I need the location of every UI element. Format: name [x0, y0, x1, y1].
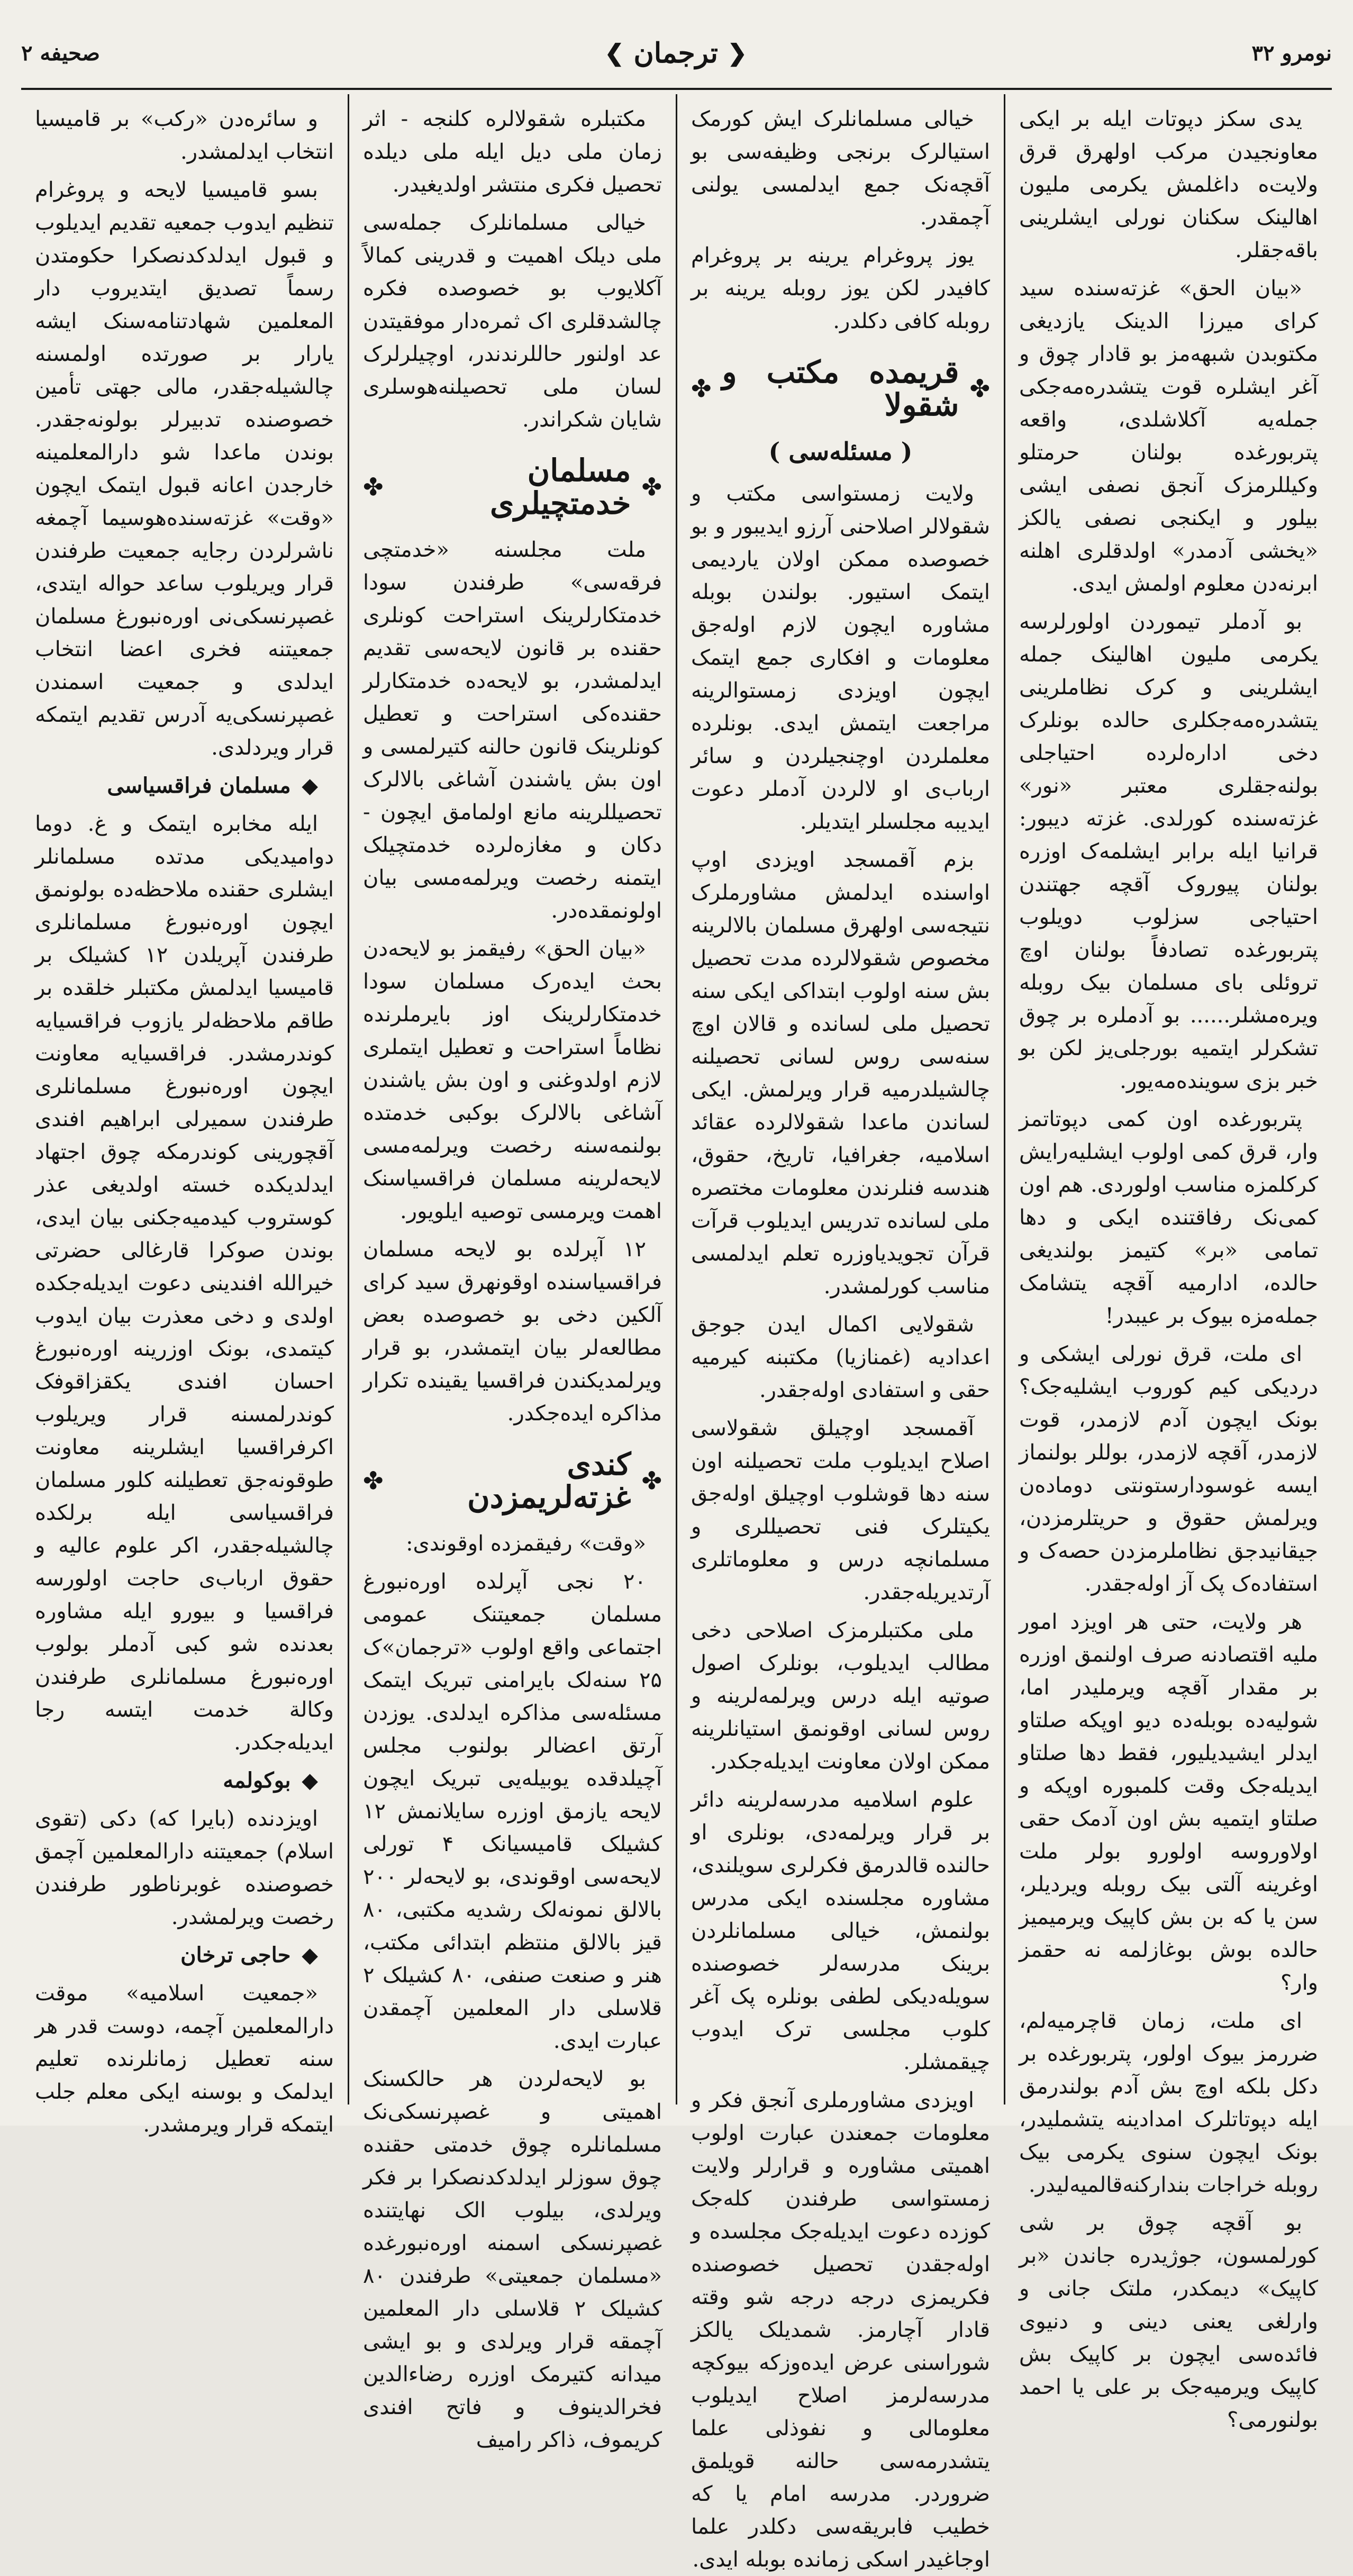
- paragraph: ای ملت، زمان قاچرمیه‌لم، ضررمز بیوک اولور، پتربورغده بر دکل بلکه اوچ بش آدم بولندرمق ایله دپوتاتلرک امدادینه یتشملیدر، بونک ایچون سنوی یکرمی بیک روبله خراجات بنداركنه‌قالمیه‌لیدر.: [1019, 2009, 1318, 2197]
- paragraph: بسو قامیسیا لایحه و پروغرام تنظیم ایدوب جمعیه تقدیم ایدیلوب و قبول ایدلدکدنصکرا حکومتدن رسماً تصدیق ایتدیروب دار المعلمین شهادتنامه‌سنک ایشه یارار بر صورتده اولمسنه چالشیله‌جقدر، مالی جهتی تأمین خصوصنده تدبیرلر بولونه‌جقدر. بوندن ماعدا شو دارالمعلمینه خارجدن اعانه قبول ایتمک ایچون «وقت» غزته‌سنده‌هوسیما آچمغه ناشرلردن رجایه جمعیت طرفندن قرار ویریلوب ساعد حواله ایتدی، غصپرنسکی‌نی اوره‌نبورغ مسلمان جمعیتنه فخری اعضا انتخاب ایدلدی و جمعیت اسمندن غصپرنسکی‌یه آدرس تقدیم ایتمکه قرار ویردلدی.: [35, 178, 334, 760]
- ornament-icon: ✤: [363, 473, 384, 501]
- article-title: قریمده مکتب و شقولا: [722, 354, 959, 423]
- paragraph: مکتبلره شقولالره کلنجه - اثر زمان ملی دیل ایله ملی دیلده تحصیل فکری منتشر اولدیغیدر.: [363, 107, 662, 197]
- ornament-icon: ❮: [727, 39, 747, 67]
- column-2: [676, 94, 1004, 2572]
- ornament-icon: ✤: [641, 473, 662, 501]
- paragraph: خیالی مسلمانلرک ایش کورمک استیالرک برنجی وظیفه‌سی بو آقچه‌نک جمع ایدلمسی یولنی آچمقدر.: [691, 107, 990, 230]
- section-title: حاجی ترخان: [180, 1943, 291, 1967]
- paragraph: «وقت» رفیقمزده اوقوندی:: [406, 1531, 646, 1556]
- page-label: صحیفه ۲: [21, 40, 100, 66]
- paragraph: بزم آقمسجد اویزدی اوپ اواسنده ایدلمش مشاورملرک نتیجه‌سی اولهرق مسلمان بالالرینه مخصوص شقولالرده مدت تحصیل بش سنه اولوب ابتداکی ایکی سنه تحصیل ملی لسانده و قالان اوچ سنه‌سی روس لسانی تحصیلنه چالشیلدرمیه قرار ویرلمش. ایکی لساندن ماعدا شقولالرده عقائد اسلامیه، جغرافیا، تاریخ، حقوق، هندسه فنلرندن معلومات مختصره ملی لسانده تدریس ایدیلوب قرآت قرآن تجویدیاوزره تعلم ایدلمسی مناسب کورلمشدر.: [691, 848, 990, 1299]
- section-title: مسلمان فراقسیاسی: [107, 773, 291, 798]
- diamond-icon: ◆: [302, 1943, 318, 1967]
- column-3: [348, 94, 676, 2452]
- paragraph: هر ولایت، حتی هر اویزد امور ملیه اقتصادنه صرف اولنمق اوزره بر مقدار آقچه ویرملیدر اما، شولیه‌ده بوبله‌ده دیو اوپکه صلتاو ایدلر ایشیدیلیور، فقط دها صلتاو ایدیله‌جک وقت کلمبوره اوپکه و صلتاو ایتمیه بش اون آدمک حقی اولاوروسه اولورو بولر ملت اوغرینه آلتی بیک روبله ویردیلر، سن یا که بن بش کاپیک ویرمیمیز حالده بوش بوغازلمه نه حقمز وار؟: [1019, 1610, 1318, 1995]
- section-lead: [35, 1939, 334, 1972]
- paragraph: شقولایی اکمال ایدن جوجق اعدادیه (غمنازیا) مکتبنه کیرمیه حقی و استفادی اوله‌جقدر.: [691, 1312, 990, 1402]
- paragraph: خیالی مسلمانلرک جمله‌سی ملی دیلک اهمیت و قدرینی کمالاً آکلایوب بو خصوصده فکره چالشدقلری اک ثمره‌دار موفقیتدن عد اولنور حاللرندندر، اوچیلرلرک لسان ملی تحصیلنه‌هوسلری شایان شکراندر.: [363, 211, 662, 432]
- paragraph: و سائره‌دن «رکب» بر قامیسیا انتخاب ایدلمشدر.: [35, 107, 334, 164]
- issue-number: نومرو ۳۲: [1251, 40, 1332, 66]
- article-title: کندی غزته‌لریمزدن: [467, 1446, 631, 1515]
- column-4: [21, 94, 348, 2137]
- section-lead: [35, 1764, 334, 1797]
- paragraph: ملت مجلسنه «خدمتچی فرقه‌سی» طرفندن سودا خدمتکارلرینک استراحت کونلری حقنده بر قانون لایحه‌سی تقدیم ایدلمشدر، بو لایحه‌ده خدمتکارلر حقنده‌کی استراحت و تعطیل کونلرینک قانون حالنه کتیرلمسی و اون بش یاشندن آشاغی بالالرک تحصیللرینه مانع اولمامق ایچون - دکان و مغازه‌لرده خدمتچیلک ایتمنه رخصت ویرلمه‌مسی بیان اولونمقده‌در.: [363, 538, 662, 923]
- article-heading: [363, 454, 662, 520]
- paragraph: بو آدملر تیموردن اولورلرسه یکرمی ملیون اهالینک جمله ایشلرینی و کرک نظاملرینی یتشدره‌مه‌جکلری حالده بونلرک دخی اداره‌لرده احتیاجلی بولنه‌جقلری معتبر «نور» غزته‌سنده کورلدی. غزته دیبور: قرانیا ایله برابر ایشلمه‌ک اوزره بولنان پیوروک آقچه جهتندن احتیاجی سزلوب دویلوب پتربورغده تصادفاً بولنان اوچ تروئلی بای مسلمان بیک روبله ویره‌مشلر...... بو آدملره بر چوق تشکرلر ایتمیه بورجلی‌یز لکن بو خبر بزی سوینده‌مه‌یور.: [1019, 610, 1318, 1093]
- paragraph: ملی مکتبلرمزک اصلاحی دخی مطالب ایدیلوب، بونلرک اصول صوتیه ایله درس ویرلمه‌لرینه و روس لسانی اوقونمق استیانلرینه ممکن اولان معاونت ایدیله‌جکدر.: [691, 1618, 990, 1774]
- paragraph: ولایت زمستواسی مکتب و شقولالر اصلاحنی آرزو ایدیبور و بو خصوصده ممکن اولان یاردیمی ایتمک استیور. بولندن بوبله مشاوره ایچون لازم اوله‌جق معلومات و افکاری جمع ایتمک ایچون اویزدی زمستوالرینه مراجعت ایتمش ایدی. بونلرده معلملردن اوچنجیلردن و سائر ارباب‌ی او لالردن آدملر دعوت ایدیبه مجلسلر ایتدیلر.: [691, 482, 990, 834]
- ornament-icon: ❯: [604, 39, 624, 67]
- paragraph: یدی سکز دپوتات ایله بر ایکی معاونجیدن مرکب اولهرق قرق ولایت‌ه داغلمش یکرمی ملیون اهالینک سکنان نورلی ایشلرینی باقه‌جقلر.: [1019, 107, 1318, 262]
- header-rule: [21, 88, 1332, 90]
- article-title: مسلمان خدمتچیلری: [490, 452, 631, 521]
- paragraph: ۲۰ نجی آپرلده اوره‌نبورغ مسلمان جمعیتنک عمومی اجتماعی واقع اولوب «ترجمان»ک ۲۵ سنه‌لک بایرامنی تبریک ایتمک مسئله‌سی مذاکره ایدلدی. یوزدن آرتق اعضالر بولنوب مجلس آچیلدقده یوبیله‌یی تبریک ایچون لایحه یازمق اوزره سایلانمش ۱۲ کشیلک قامیسیانک ۴ تورلی لایحه‌سی اوقوندی، بو لایحه‌لر ۲۰۰ بالالق نمونه‌لک رشدیه مکتبی، ۸۰ قیز بالالق منتظم ابتدائی مکتب، هنر و صنعت صنفی، ۸۰ کشیلک ۲ قلاسلی دار المعلمین آچمقدن عبارت ایدی.: [363, 1570, 662, 2053]
- ornament-icon: ✤: [691, 374, 712, 403]
- paragraph: بو آقچه چوق بر شی کورلمسون، جوژیدره جاندن «بر کاپیک» دیمکدر، ملتک جانی و وارلغی یعنی دینی و دنیوی فائده‌سی ایچون بر کاپیک بش کاپیک ویرمیه‌جک بر علی یا احمد بولنورمی؟: [1019, 2211, 1318, 2432]
- column-1: [1004, 94, 1332, 2432]
- article-subtitle: ( مسئله‌سی ): [768, 437, 913, 466]
- paragraph: پتربورغده اون کمی دپوتاتمز وار، قرق کمی اولوب ایشلیه‌رایش کرکلمزه مناسب اولوردی. هم اون کمی‌نک رفاقتنده ایکی و دها تمامی «بر» کتیمز بولندیغی حالده، ادارمیه آقچه یتشامک جمله‌مزه بیوک بر عیبدر!: [1019, 1107, 1318, 1328]
- page-header: [21, 21, 1332, 85]
- article-heading: [363, 1448, 662, 1513]
- ornament-icon: ✤: [641, 1466, 662, 1495]
- paragraph: ایله مخابره ایتمک و غ. دوما دوامیدیکی مدتده مسلمانلر ایشلری حقنده ملاحظه‌ده بولونمق ایچون اوره‌نبورغ مسلمانلری طرفندن آپریلدن ۱۲ کشیلک بر قامیسیا ایدلمش مکتبلر خلقده بر طاقم ملاحظه‌لر یازوب فراقسیایه کوندرمشدر. فراقسیایه معاونت ایچون اوره‌نبورغ مسلمانلری طرفندن سمیرلی ابراهیم افندی آقچورینی کوندرمکه چوق اجتهاد ایدلدیکده خسته اولدیغی عذر کوستروب کیدمیه‌جکنی بیان ایدی، بوندن صوکرا قارغالی حضرتی خیرالله افندینی دعوت ایدیله‌جکده اولدی و دخی معذرت بیان ایدوب کیتمدی، بونک اوزرینه اوره‌نبورغ احسان افندی یکقزاقوفک کوندرلمسنه قرار ویریلوب اکرفراقسیا ایشلرینه معاونت طوقونه‌جق تعطیلنه کلور مسلمان فراقسیاسی ایله برلکده چالشیله‌جقدر، اکر علوم عالیه و حقوق ارباب‌ی حاجت اولورسه فراقسیا و بیورو ایله مشاوره بعدنده شو کبی آدملر بولوب اوره‌نبورغ مسلمانلری طرفندن وکالة خدمت ایتسه رجا ایدیله‌جکدر.: [35, 812, 334, 1755]
- diamond-icon: ◆: [302, 1768, 318, 1793]
- paragraph: ای ملت، قرق نورلی ایشکی و دردیکی کیم کوروب ایشلیه‌جک؟ بونک ایچون آدم لازمدر، قوت لازمدر، آقچه لازمدر، بوللر بولنماز ایسه غوسودارستونتی دوماده‌ن ویرلمش حقوق و حریتلرمزدن، جیقانیدجق نظاملرمزدن حصه‌ک و استفاده‌ک پک آز اوله‌جقدر.: [1019, 1342, 1318, 1596]
- paragraph: اویزدی مشاورملری آنجق فکر و معلومات جمعندن عبارت اولوب اهمیتی مشاوره و قرارلر ولایت زمستواسی طرفندن کله‌جک کوزده دعوت ایدیله‌جک مجلسده و اوله‌جقدن تحصیل خصوصنده فکریمزی درجه درجه شو وقته قادار آچارمز. شمدیلک یالکز شوراسنی عرض ایده‌وزکه بیوکچه مدرسه‌لرمز اصلاح ایدیلوب معلومالی و نفوذلی علما یتشدرمه‌سی حالنه قویلمق ضروردر. مدرسه امام یا که خطیب فابریقه‌سی دکلدر علما اوجاغیدر اسکی زمانده بوبله ایدی.: [691, 2088, 990, 2572]
- section-title: بوکولمه: [223, 1768, 291, 1793]
- paragraph: ۱۲ آپرلده بو لایحه مسلمان فراقسیاسنده اوقونهرق سید کرای آلکین دخی بو خصوصده بعض مطالعه‌لر بیان ایتمشدر، بو قرار ویرلمدیکندن فراقسیا یقینده تکرار مذاکره ایده‌جکدر.: [363, 1237, 662, 1426]
- newspaper-name: ترجمان: [633, 37, 718, 69]
- paragraph: آقمسجد اوچیلق شقولاسی اصلاح ایدیلوب ملت تحصیلنه اون سنه دها قوشلوب اوچیلق اوله‌جق یکیتلرک فنی تحصیللری و مسلمانچه درس و معلوماتلری آرتدیریله‌جقدر.: [691, 1416, 990, 1604]
- paragraph: بو لایحه‌لردن هر حالکسنک اهمیتی و غصپرنسکی‌نک مسلمانلره چوق خدمتی حقنده چوق سوزلر ایدلدکدنصکرا بر فکر ویرلدی، بیلوب الک نهایتنده غصپرنسکی اسمنه اوره‌نبورغده «مسلمان جمعیتی» طرفندن ۸۰ کشیلک ۲ قلاسلی دار المعلمین آچمقه قرار ویرلدی و بو ایشی میدانه کتیرمک اوزره رضاءالدین فخرالدینوف و فاتح افندی کریموف، ذاکر رامیف: [363, 2067, 662, 2452]
- diamond-icon: ◆: [302, 774, 318, 798]
- paragraph: «بیان الحق» رفیقمز بو لایحه‌دن بحث ایده‌رک مسلمان سودا خدمتکارلرینک اوز بایرملرنده نظاماً استراحت و تعطیل ایتملری لازم اولدوغنی و اون بش یاشندن آشاغی بالالرک بوکبی خدمتده بولنمه‌سنه رخصت ویرلمه‌مسی لایحه‌لرینه مسلمان فراقسیاسنک اهمت ویرمسی توصیه ایلویور.: [363, 937, 662, 1223]
- ornament-icon: ✤: [969, 374, 990, 403]
- paragraph: «جمعیت اسلامیه» موقت دارالمعلمین آچمه، دوست قدر هر سنه تعطیل زمانلرنده تعلیم ایدلمک و بوسنه ایکی معلم جلب ایتمکه قرار ویرمشدر.: [35, 1981, 334, 2137]
- masthead: [605, 37, 747, 69]
- columns: [21, 94, 1332, 2572]
- paragraph: یوز پروغرام یرینه بر پروغرام کافیدر لکن یوز روبله یرینه بر روبله کافی دکلدر.: [691, 243, 990, 333]
- paragraph: اویزدنده (بایرا که) دکی (تقوی اسلام) جمعیتنه دارالمعلمین آچمق خصوصنده غوبرناطور طرفندن رخصت ویرلمشدر.: [35, 1807, 334, 1929]
- paragraph: «بیان الحق» غزته‌سنده سید کرای میرزا الدینک یازدیغی مکتوبدن شبهه‌مز بو قادار چوق و آغر ایشلره قوت یتشدره‌مه‌جکی جمله‌یه آکلاشلدی، واقعه پتربورغده بولنان حرمتلو وکیللرمزک آنجق نصفی ایشی بیلور و ایکنجی نصفی یالکز «یخشی آدمدر» اولدقلری اهلنه ابرنه‌دن معلوم اولمش ایدی.: [1019, 276, 1318, 596]
- paragraph: علوم اسلامیه مدرسه‌لرینه دائر بر قرار ویرلمه‌دی، بونلری او حالنده قالدرمق فکرلری سویلندی، مشاوره مجلسنده ایکی مدرس بولنمش، خیالی مسلمانلردن برینک مدرسه‌لر خصوصنده سویله‌دیکی لطفی بونلره پک آغر کلوب مجلسی ترک ایدوب چیقمشلر.: [691, 1788, 990, 2074]
- ornament-icon: ✤: [363, 1466, 384, 1495]
- article-heading: [691, 356, 990, 421]
- section-lead: [35, 769, 334, 802]
